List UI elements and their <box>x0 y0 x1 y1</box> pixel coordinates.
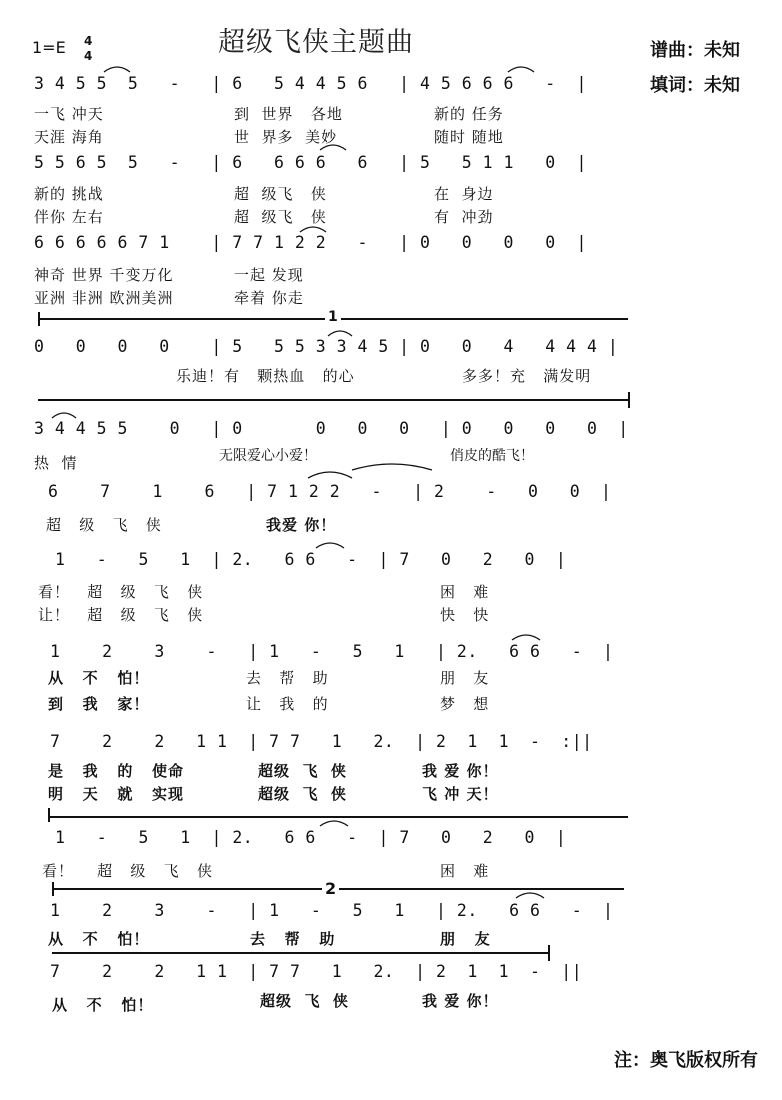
notation-line-10: 1 - 5 1 | 2. 6 6 - | 7 0 2 0 | <box>55 828 567 847</box>
lyric-line-2a-part3: 在 身边 <box>434 185 494 203</box>
lyric-line-1b-part2: 世 界多 美妙 <box>234 128 338 146</box>
notation-line-7: 1 - 5 1 | 2. 6 6 - | 7 0 2 0 | <box>55 550 567 569</box>
lyric-line-4-part2: 多多！充 满发明 <box>462 367 592 385</box>
slur <box>508 67 534 72</box>
notation-line-4: 0 0 0 0 | 5 5 5 3 3 4 5 | 0 0 4 4 4 4 | <box>34 337 619 356</box>
lyric-line-8b-part3: 梦 想 <box>440 695 490 713</box>
lyricist-credit: 填词：未知 <box>650 75 740 96</box>
lyric-line-3a-part2: 一起 发现 <box>234 266 304 284</box>
slur <box>308 472 352 478</box>
lyric-line-9a-part2: 超级 飞 侠 <box>258 762 347 780</box>
notation-line-11: 1 2 3 - | 1 - 5 1 | 2. 6 6 - | <box>50 901 614 920</box>
lyric-line-6-part2: 我爱 你！ <box>266 516 337 534</box>
ending-2-label: 2 <box>322 879 339 898</box>
slur <box>512 635 540 640</box>
lyric-line-7b-part1: 让！ 超 级 飞 侠 <box>38 606 204 624</box>
lyric-line-10-part2: 困 难 <box>440 862 490 880</box>
lyric-line-5-part3: 俏皮的酷飞！ <box>450 448 534 464</box>
lyric-line-3b-part2: 牵着 你走 <box>234 289 304 307</box>
notation-line-9: 7 2 2 1 1 | 7 7 1 2. | 2 1 1 - :|| <box>50 732 593 751</box>
lyric-line-1a-part1: 一飞 冲天 <box>34 105 104 123</box>
lyric-line-12-part1: 从 不 怕！ <box>52 996 154 1014</box>
lyric-line-12-part3: 我 爱 你！ <box>422 992 499 1010</box>
time-signature-top: 4 <box>84 34 93 48</box>
slur <box>320 821 348 826</box>
composer-credit: 谱曲：未知 <box>650 40 740 61</box>
slur <box>328 331 352 336</box>
lyric-line-8b-part1: 到 我 家！ <box>48 695 150 713</box>
notation-line-5: 3 4 4 5 5 0 | 0 0 0 0 | 0 0 0 0 | <box>34 419 629 438</box>
lyric-line-8a-part3: 朋 友 <box>440 669 490 687</box>
lyric-line-8b-part2: 让 我 的 <box>246 695 329 713</box>
lyric-line-9a-part3: 我 爱 你！ <box>422 762 499 780</box>
lyric-line-1b-part1: 天涯 海角 <box>34 128 104 146</box>
notation-line-2: 5 5 6 5 5 - | 6 6 6 6 6 | 5 5 1 1 0 | <box>34 153 587 172</box>
lyric-line-9b-part3: 飞 冲 天！ <box>422 785 499 803</box>
slur <box>300 227 326 232</box>
lyric-line-4-part1: 乐迪！有 颗热血 的心 <box>176 367 355 385</box>
page-title: 超级飞侠主题曲 <box>218 27 414 58</box>
lyric-line-3a-part1: 神奇 世界 千变万化 <box>34 266 174 284</box>
lyric-line-7b-part2: 快 快 <box>440 606 490 624</box>
lyric-line-6-part1: 超 级 飞 侠 <box>46 516 162 534</box>
notation-line-6: 6 7 1 6 | 7 1 2 2 - | 2 - 0 0 | <box>48 482 612 501</box>
slur <box>316 543 344 548</box>
lyric-line-11-part1: 从 不 怕！ <box>48 930 150 948</box>
key-signature: 1=E <box>32 38 66 57</box>
lyric-line-9b-part1: 明 天 就 实现 <box>48 785 185 803</box>
lyric-line-10-part1: 看！ 超 级 飞 侠 <box>42 862 213 880</box>
lyric-line-3b-part1: 亚洲 非洲 欧洲美洲 <box>34 289 174 307</box>
time-signature-bottom: 4 <box>84 49 93 63</box>
notation-line-12: 7 2 2 1 1 | 7 7 1 2. | 2 1 1 - || <box>50 962 583 981</box>
lyric-line-2a-part2: 超 级飞 侠 <box>234 185 327 203</box>
lyric-line-2b-part2: 超 级飞 侠 <box>234 208 327 226</box>
lyric-line-7a-part2: 困 难 <box>440 583 490 601</box>
lyric-line-11-part3: 朋 友 <box>440 930 491 948</box>
slur <box>320 145 346 150</box>
ending-1-label: 1 <box>325 309 341 325</box>
lyric-line-2b-part3: 有 冲劲 <box>434 208 494 226</box>
lyric-line-7a-part1: 看！ 超 级 飞 侠 <box>38 583 204 601</box>
lyric-line-2b-part1: 伴你 左右 <box>34 208 104 226</box>
notation-line-1: 3 4 5 5 5 - | 6 5 4 4 5 6 | 4 5 6 6 6 - | <box>34 74 587 93</box>
lyric-line-1a-part3: 新的 任务 <box>434 105 504 123</box>
slur <box>516 893 544 898</box>
slur <box>104 67 130 72</box>
lyric-line-5-part1: 热 情 <box>34 454 78 472</box>
slur <box>52 413 76 418</box>
lyric-line-9a-part1: 是 我 的 使命 <box>48 762 185 780</box>
lyric-line-5-part2: 无限爱心小爱！ <box>219 448 317 464</box>
notation-line-8: 1 2 3 - | 1 - 5 1 | 2. 6 6 - | <box>50 642 614 661</box>
copyright-note: 注：奥飞版权所有 <box>614 1050 758 1071</box>
lyric-line-12-part2: 超级 飞 侠 <box>260 992 349 1010</box>
lyric-line-8a-part1: 从 不 怕！ <box>48 669 150 687</box>
lyric-line-9b-part2: 超级 飞 侠 <box>258 785 347 803</box>
notation-line-3: 6 6 6 6 6 7 1 | 7 7 1 2 2 - | 0 0 0 0 | <box>34 233 587 252</box>
lyric-line-1b-part3: 随时 随地 <box>434 128 504 146</box>
slur <box>352 464 432 470</box>
lyric-line-1a-part2: 到 世界 各地 <box>234 105 343 123</box>
lyric-line-11-part2: 去 帮 助 <box>250 930 336 948</box>
lyric-line-2a-part1: 新的 挑战 <box>34 185 104 203</box>
lyric-line-8a-part2: 去 帮 助 <box>246 669 329 687</box>
